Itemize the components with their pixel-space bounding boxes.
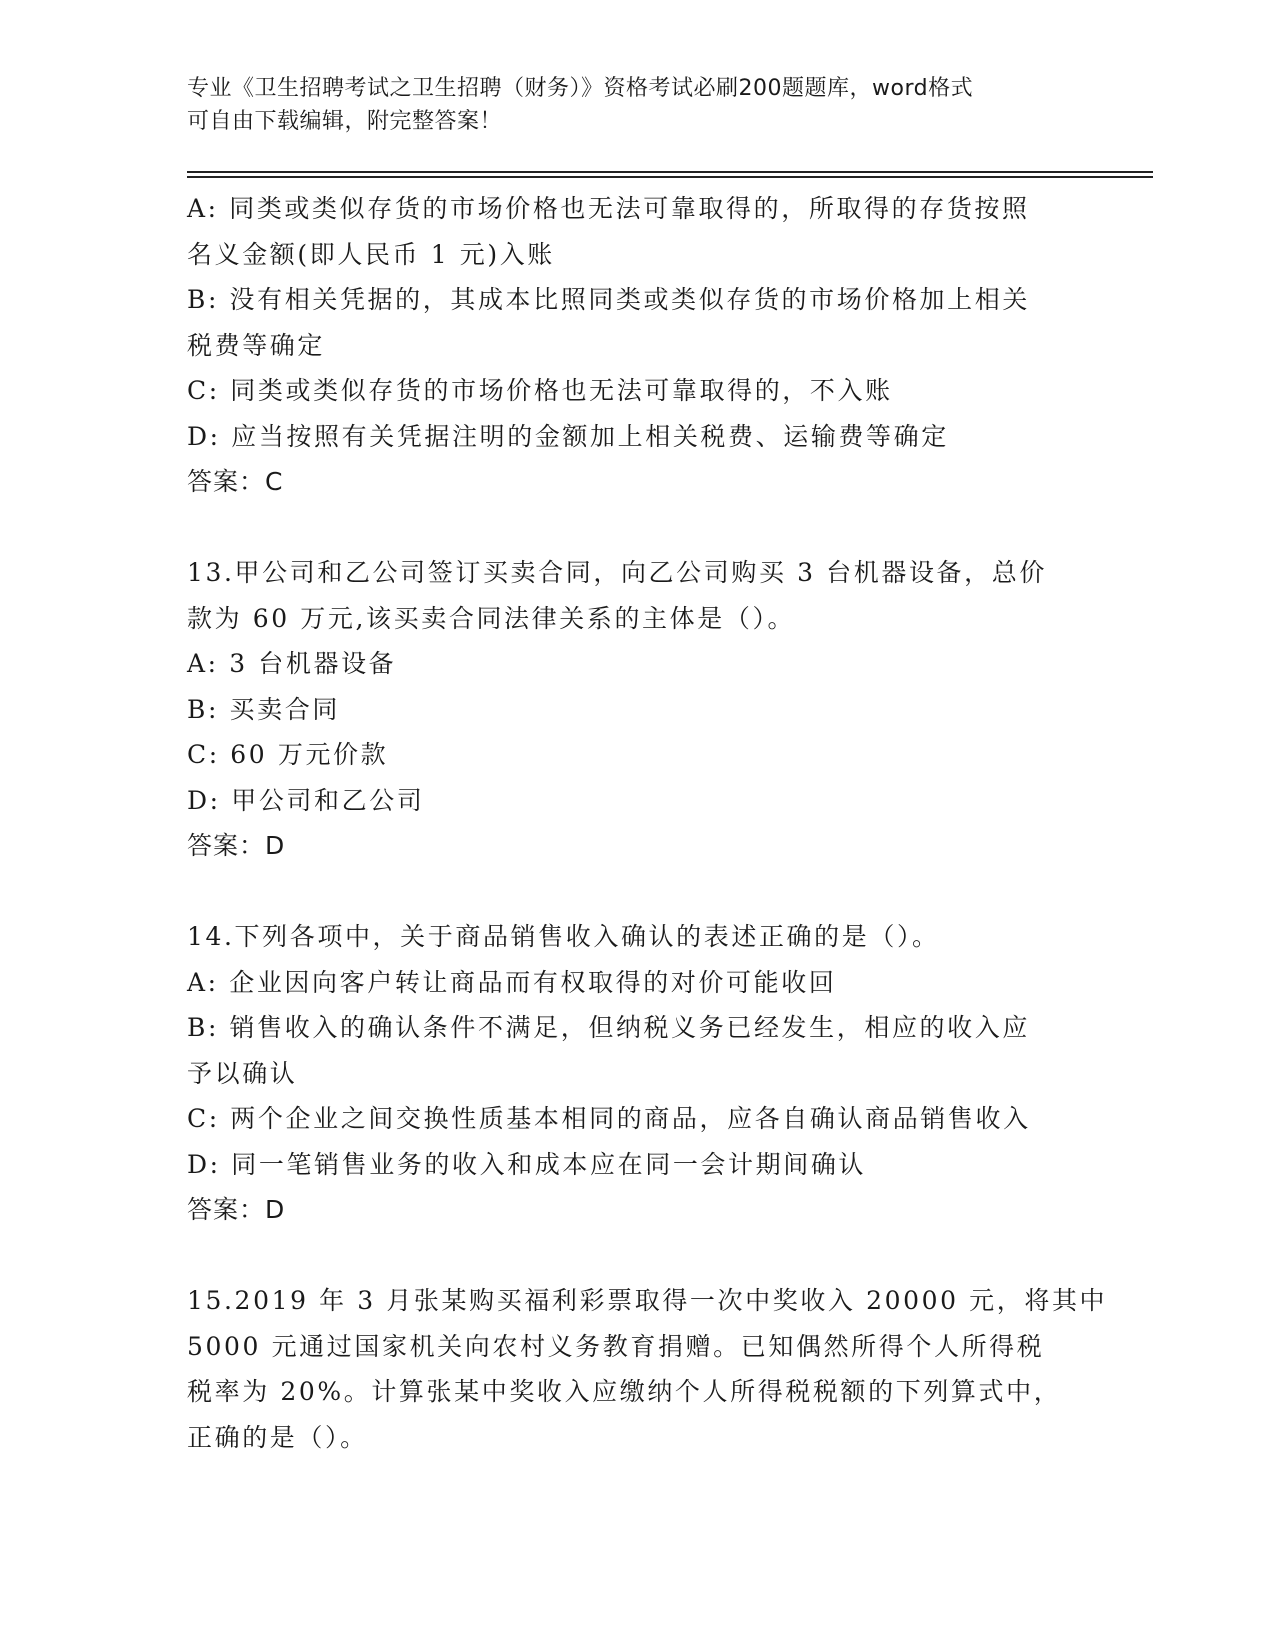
question-stem-line-3: 税率为 20%。计算张某中奖收入应缴纳个人所得税税额的下列算式中， xyxy=(187,1377,1062,1406)
question-content xyxy=(187,186,1108,1460)
option-c: C: 60 万元价款 xyxy=(187,740,389,769)
header-title-line-1: 专业《卫生招聘考试之卫生招聘（财务）》资格考试必刷200题题库，word格式 xyxy=(187,76,974,101)
question-stem-line-2: 款为 60 万元,该买卖合同法律关系的主体是（）。 xyxy=(187,603,796,633)
spacer xyxy=(187,869,1087,915)
option-a-line-1: A: 同类或类似存货的市场价格也无法可靠取得的，所取得的存货按照 xyxy=(187,194,1030,223)
option-a: A: 3 台机器设备 xyxy=(187,649,397,678)
question-stem-line-2: 5000 元通过国家机关向农村义务教育捐赠。已知偶然所得个人所得税 xyxy=(187,1331,1045,1361)
answer: 答案：D xyxy=(187,1195,286,1224)
question-stem-line-1: 13.甲公司和乙公司签订买卖合同，向乙公司购买 3 台机器设备，总价 xyxy=(187,558,1047,587)
question-12-options xyxy=(187,186,1087,505)
option-b: B: 买卖合同 xyxy=(187,694,340,724)
question-stem: 14.下列各项中，关于商品销售收入确认的表述正确的是（）。 xyxy=(187,922,940,951)
option-d: D: 应当按照有关凭据注明的金额加上相关税费、运输费等确定 xyxy=(187,421,949,451)
spacer xyxy=(187,1233,1087,1279)
answer: 答案：D xyxy=(187,831,286,860)
option-b-line-2: 税费等确定 xyxy=(187,330,326,360)
question-stem-line-4: 正确的是（）。 xyxy=(187,1422,368,1452)
question-15 xyxy=(187,1278,1108,1460)
spacer xyxy=(187,505,1087,551)
option-c: C: 两个企业之间交换性质基本相同的商品，应各自确认商品销售收入 xyxy=(187,1104,1031,1133)
header-rule-top xyxy=(187,171,1153,173)
option-c: C: 同类或类似存货的市场价格也无法可靠取得的，不入账 xyxy=(187,376,893,405)
header-title-line-2: 可自由下载编辑，附完整答案！ xyxy=(187,109,503,134)
answer: 答案：C xyxy=(187,467,284,496)
document-header xyxy=(187,72,1087,138)
option-a-line-2: 名义金额(即人民币 1 元)入账 xyxy=(187,239,555,269)
option-b-line-1: B: 没有相关凭据的，其成本比照同类或类似存货的市场价格加上相关 xyxy=(187,285,1030,314)
option-d: D: 甲公司和乙公司 xyxy=(187,785,425,815)
question-stem-line-1: 15.2019 年 3 月张某购买福利彩票取得一次中奖收入 20000 元，将其中 xyxy=(187,1286,1108,1315)
question-13 xyxy=(187,550,1087,869)
option-b-line-1: B: 销售收入的确认条件不满足，但纳税义务已经发生，相应的收入应 xyxy=(187,1013,1030,1042)
option-d: D: 同一笔销售业务的收入和成本应在同一会计期间确认 xyxy=(187,1149,867,1179)
option-a: A: 企业因向客户转让商品而有权取得的对价可能收回 xyxy=(187,967,837,997)
header-rule-bottom xyxy=(187,176,1153,178)
question-14 xyxy=(187,914,1087,1233)
option-b-line-2: 予以确认 xyxy=(187,1058,298,1088)
